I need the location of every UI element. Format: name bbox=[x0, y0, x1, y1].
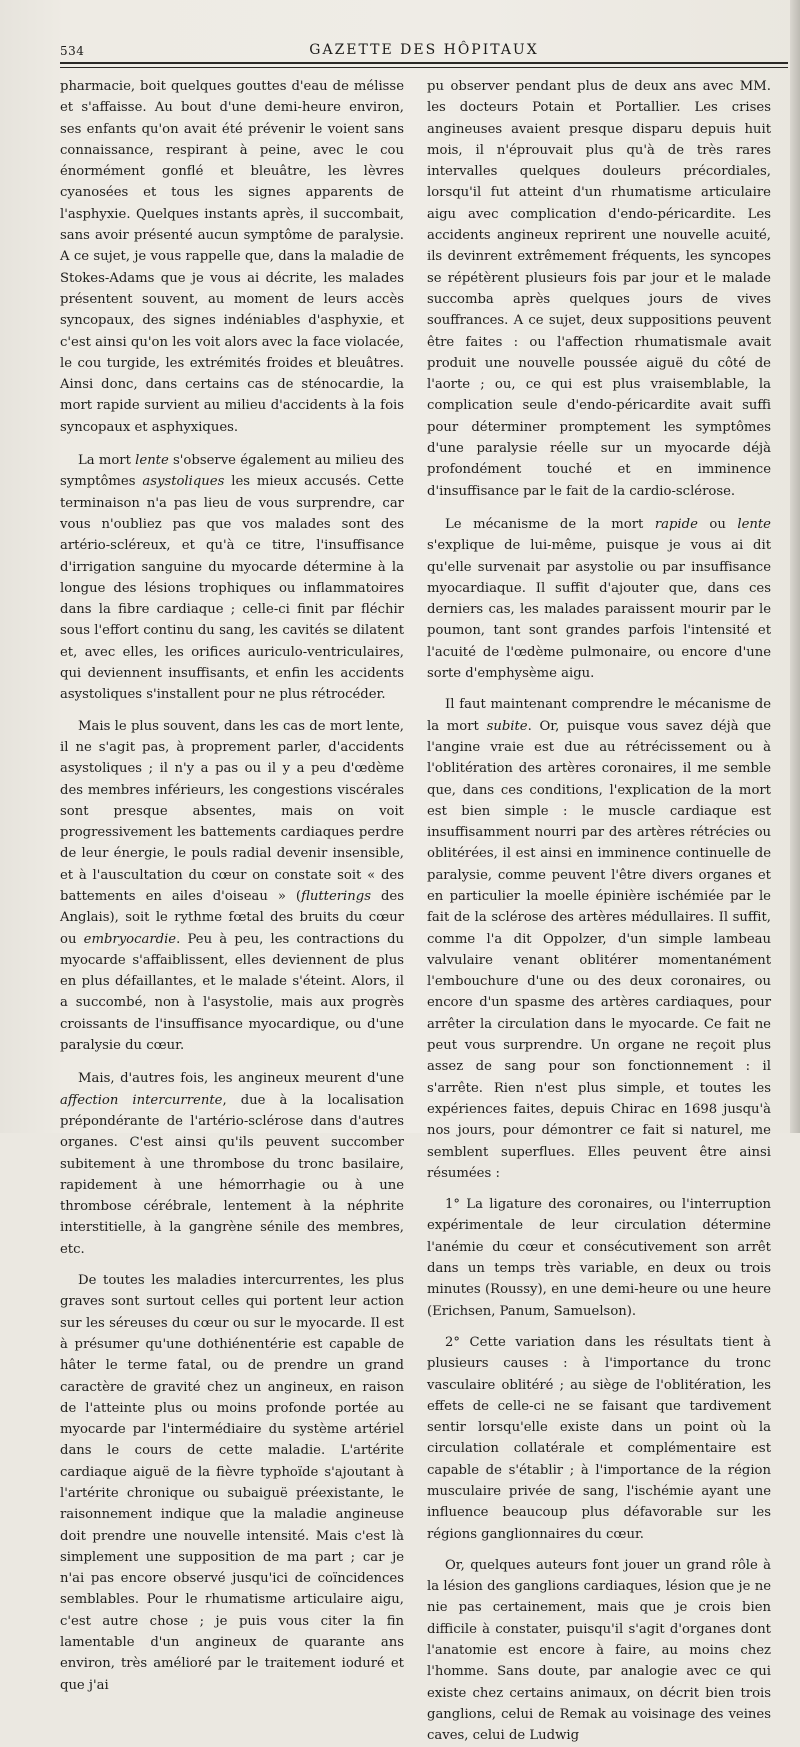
page-edge-shadow bbox=[790, 0, 800, 1133]
header-rule-thick bbox=[60, 62, 788, 64]
paragraph: pu observer pendant plus de deux ans avec MM. les docteurs Potain et Portallier. Les crises angineuses avaient presque disparu depuis huit mois, il n'éprouvait plus qu'à de très rares intervalles quelques douleurs précordiales, lorsqu'il fut atteint d'un rhumatisme articulaire aigu avec complication d'endo-péricardite. Les accidents angineux reprirent une nouvelle acuité, ils devinrent extrêmement fréquents, les syncopes se répétèrent plusieurs fois par jour et le malade succomba après quelques jours de vives souffrances. A ce sujet, deux suppositions peuvent être faites : ou l'affection rhumatismale avait produit une nouvelle poussée aiguë du côté de l'aorte ; ou, ce qui est plus vraisemblable, la complication seule d'endo-péricardite avait suffi pour déterminer promptement les symptômes d'une paralysie réelle sur un myocarde déjà profondément touché et en imminence d'insuffisance par le fait de la cardio-sclérose. bbox=[427, 79, 771, 499]
journal-title: GAZETTE DES HÔPITAUX bbox=[309, 42, 539, 58]
right-column bbox=[427, 76, 772, 1744]
paragraph: Il faut maintenant comprendre le mécanisme de la mort subite. Or, puisque vous savez déjà que l'angine vraie est due au rétrécissement ou à l'oblitération des artères coronaires, il me semble que, dans ces conditions, l'explication de la mort est bien simple : le muscle cardiaque est insuffisamment nourri par des artères rétrécies ou oblitérées, il est ainsi en imminence continuelle de paralysie, comme peuvent l'être divers organes et en particulier la moelle épinière ischémiée par le fait de la sclérose des artères médullaires. Il suffit, comme l'a dit Oppolzer, d'un simple lambeau valvulaire venant oblitérer momentanément l'embouchure d'une ou des deux coronaires, ou encore d'un spasme des artères cardiaques, pour arrêter la circulation dans le myocarde. Ce fait ne peut vous surprendre. Un organe ne reçoit plus assez de sang pour son fonctionnement : il s'arrête. Rien n'est plus simple, et toutes les expériences faites, depuis Chirac en 1698 jusqu'à nos jours, pour démontrer ce fait si naturel, me semblent superflues. Elles peuvent être ainsi résumées : bbox=[427, 697, 772, 1181]
paragraph: Le mécanisme de la mort rapide ou lente s'explique de lui-même, puisque je vous ai dit qu'elle survenait par asystolie ou par insuffisance myocardiaque. Il suffit d'ajouter que, dans ces derniers cas, les malades paraissent mourir par le poumon, tant sont grandes parfois l'intensité et l'acuité de l'œdème pulmonaire, ou encore d'une sorte d'emphysème aigu. bbox=[427, 516, 771, 682]
paragraph: La mort lente s'observe également au milieu des symptômes asystoliques les mieux accusés. Cette terminaison n'a pas lieu de vous surprendre, car vous n'oubliez pas que vos malades sont des artério-scléreux, et qu'à ce titre, l'insuffisance d'irrigation sanguine du myocarde détermine à la longue des lésions trophiques ou inflammatoires dans la fibre cardiaque ; celle-ci finit par fléchir sous l'effort continu du sang, les cavités se dilatent et, avec elles, les orifices auriculo-ventriculaires, qui deviennent insuffisants, et enfin les accidents asystoliques s'installent pour ne plus rétrocéder. bbox=[60, 453, 404, 703]
paragraph: Mais le plus souvent, dans les cas de mort lente, il ne s'agit pas, à proprement parler, d'accidents asystoliques ; il n'y a pas ou il y a peu d'œdème des membres inférieurs, les congestions viscérales sont presque absentes, mais on voit progressivement les battements cardiaques perdre de leur énergie, le pouls radial devenir insensible, et à l'auscultation du cœur on constate soit « des battements en ailes d'oiseau » (flutterings des Anglais), soit le rythme fœtal des bruits du cœur ou embryocardie. Peu à peu, les contractions du myocarde s'affaiblissent, elles deviennent de plus en plus défaillantes, et le malade s'éteint. Alors, il a succombé, non à l'asystolie, mais aux progrès croissants de l'insuffisance myocardique, ou d'une paralysie du cœur. bbox=[60, 718, 405, 1054]
page-header bbox=[60, 40, 788, 60]
left-column bbox=[60, 76, 405, 1693]
paragraph: Or, quelques auteurs font jouer un grand rôle à la lésion des ganglions cardiaques, lésion que je ne nie pas certainement, mais que je crois bien difficile à constater, puisqu'il s'agit d'organes dont l'anatomie est encore à faire, au moins chez l'homme. Sans doute, par analogie avec ce qui existe chez certains animaux, on décrit bien trois ganglions, celui de Remak au voisinage des veines caves, celui de Ludwig bbox=[427, 1557, 771, 1744]
paragraph: 2° Cette variation dans les résultats tient à plusieurs causes : à l'importance du tronc vasculaire oblitéré ; au siège de l'oblitération, les effets de celle-ci ne se faisant que tardivement sentir lorsqu'elle existe dans un point où la circulation collatérale et complémentaire est capable de s'établir ; à l'importance de la région musculaire privée de sang, l'ischémie ayant une influence beaucoup plus défavorable sur les régions ganglionnaires du cœur. bbox=[427, 1334, 771, 1542]
paragraph: 1° La ligature des coronaires, ou l'interruption expérimentale de leur circulation détermine l'anémie du cœur et consécutivement son arrêt dans un temps très variable, en deux ou trois minutes (Roussy), en une demi-heure ou une heure (Erichsen, Panum, Samuelson). bbox=[427, 1197, 771, 1319]
header-rule-thin bbox=[60, 67, 788, 68]
page-number: 534 bbox=[60, 44, 85, 58]
paragraph: De toutes les maladies intercurrentes, les plus graves sont surtout celles qui portent leur action sur les séreuses du cœur ou sur le myocarde. Il est à présumer qu'une dothiénentérie est capable de hâter le terme fatal, ou de prendre un grand caractère de gravité chez un angineux, en raison de l'atteinte plus ou moins profonde portée au myocarde par l'intermédiaire du système artériel dans le cours de cette maladie. L'artérite cardiaque aiguë de la fièvre typhoïde s'ajoutant à l'artérite chronique ou subaiguë préexistante, le raisonnement indique que la maladie angineuse doit prendre une nouvelle intensité. Mais c'est là simplement une supposition de ma part ; car je n'ai pas encore observé jusqu'ici de coïncidences semblables. Pour le rhumatisme articulaire aigu, c'est autre chose ; je puis vous citer la fin lamentable d'un angineux de quarante ans environ, très amélioré par le traitement ioduré et que j'ai bbox=[60, 1273, 404, 1693]
paragraph: Mais, d'autres fois, les angineux meurent d'une affection intercurrente, due à la localisation prépondérante de l'artério-sclérose dans d'autres organes. C'est ainsi qu'ils peuvent succomber subitement à une thrombose du tronc basilaire, rapidement à une hémorrhagie ou à une thrombose cérébrale, lentement à la néphrite interstitielle, à la gangrène sénile des membres, etc. bbox=[60, 1071, 405, 1257]
paragraph: pharmacie, boit quelques gouttes d'eau de mélisse et s'affaisse. Au bout d'une demi-heure environ, ses enfants qu'on avait été prévenir le voient sans connaissance, respirant à peine, avec le cou énormément gonflé et bleuâtre, les lèvres cyanosées et tous les signes apparents de l'asphyxie. Quelques instants après, il succombait, sans avoir présenté aucun symptôme de paralysie. A ce sujet, je vous rappelle que, dans la maladie de Stokes-Adams que je vous ai décrite, les malades présentent souvent, au moment de leurs accès syncopaux, des signes indéniables d'asphyxie, et c'est ainsi qu'on les voit alors avec la face violacée, le cou turgide, les extrémités froides et bleuâtres. Ainsi donc, dans certains cas de sténocardie, la mort rapide survient au milieu d'accidents à la fois syncopaux et asphyxiques. bbox=[60, 79, 404, 435]
